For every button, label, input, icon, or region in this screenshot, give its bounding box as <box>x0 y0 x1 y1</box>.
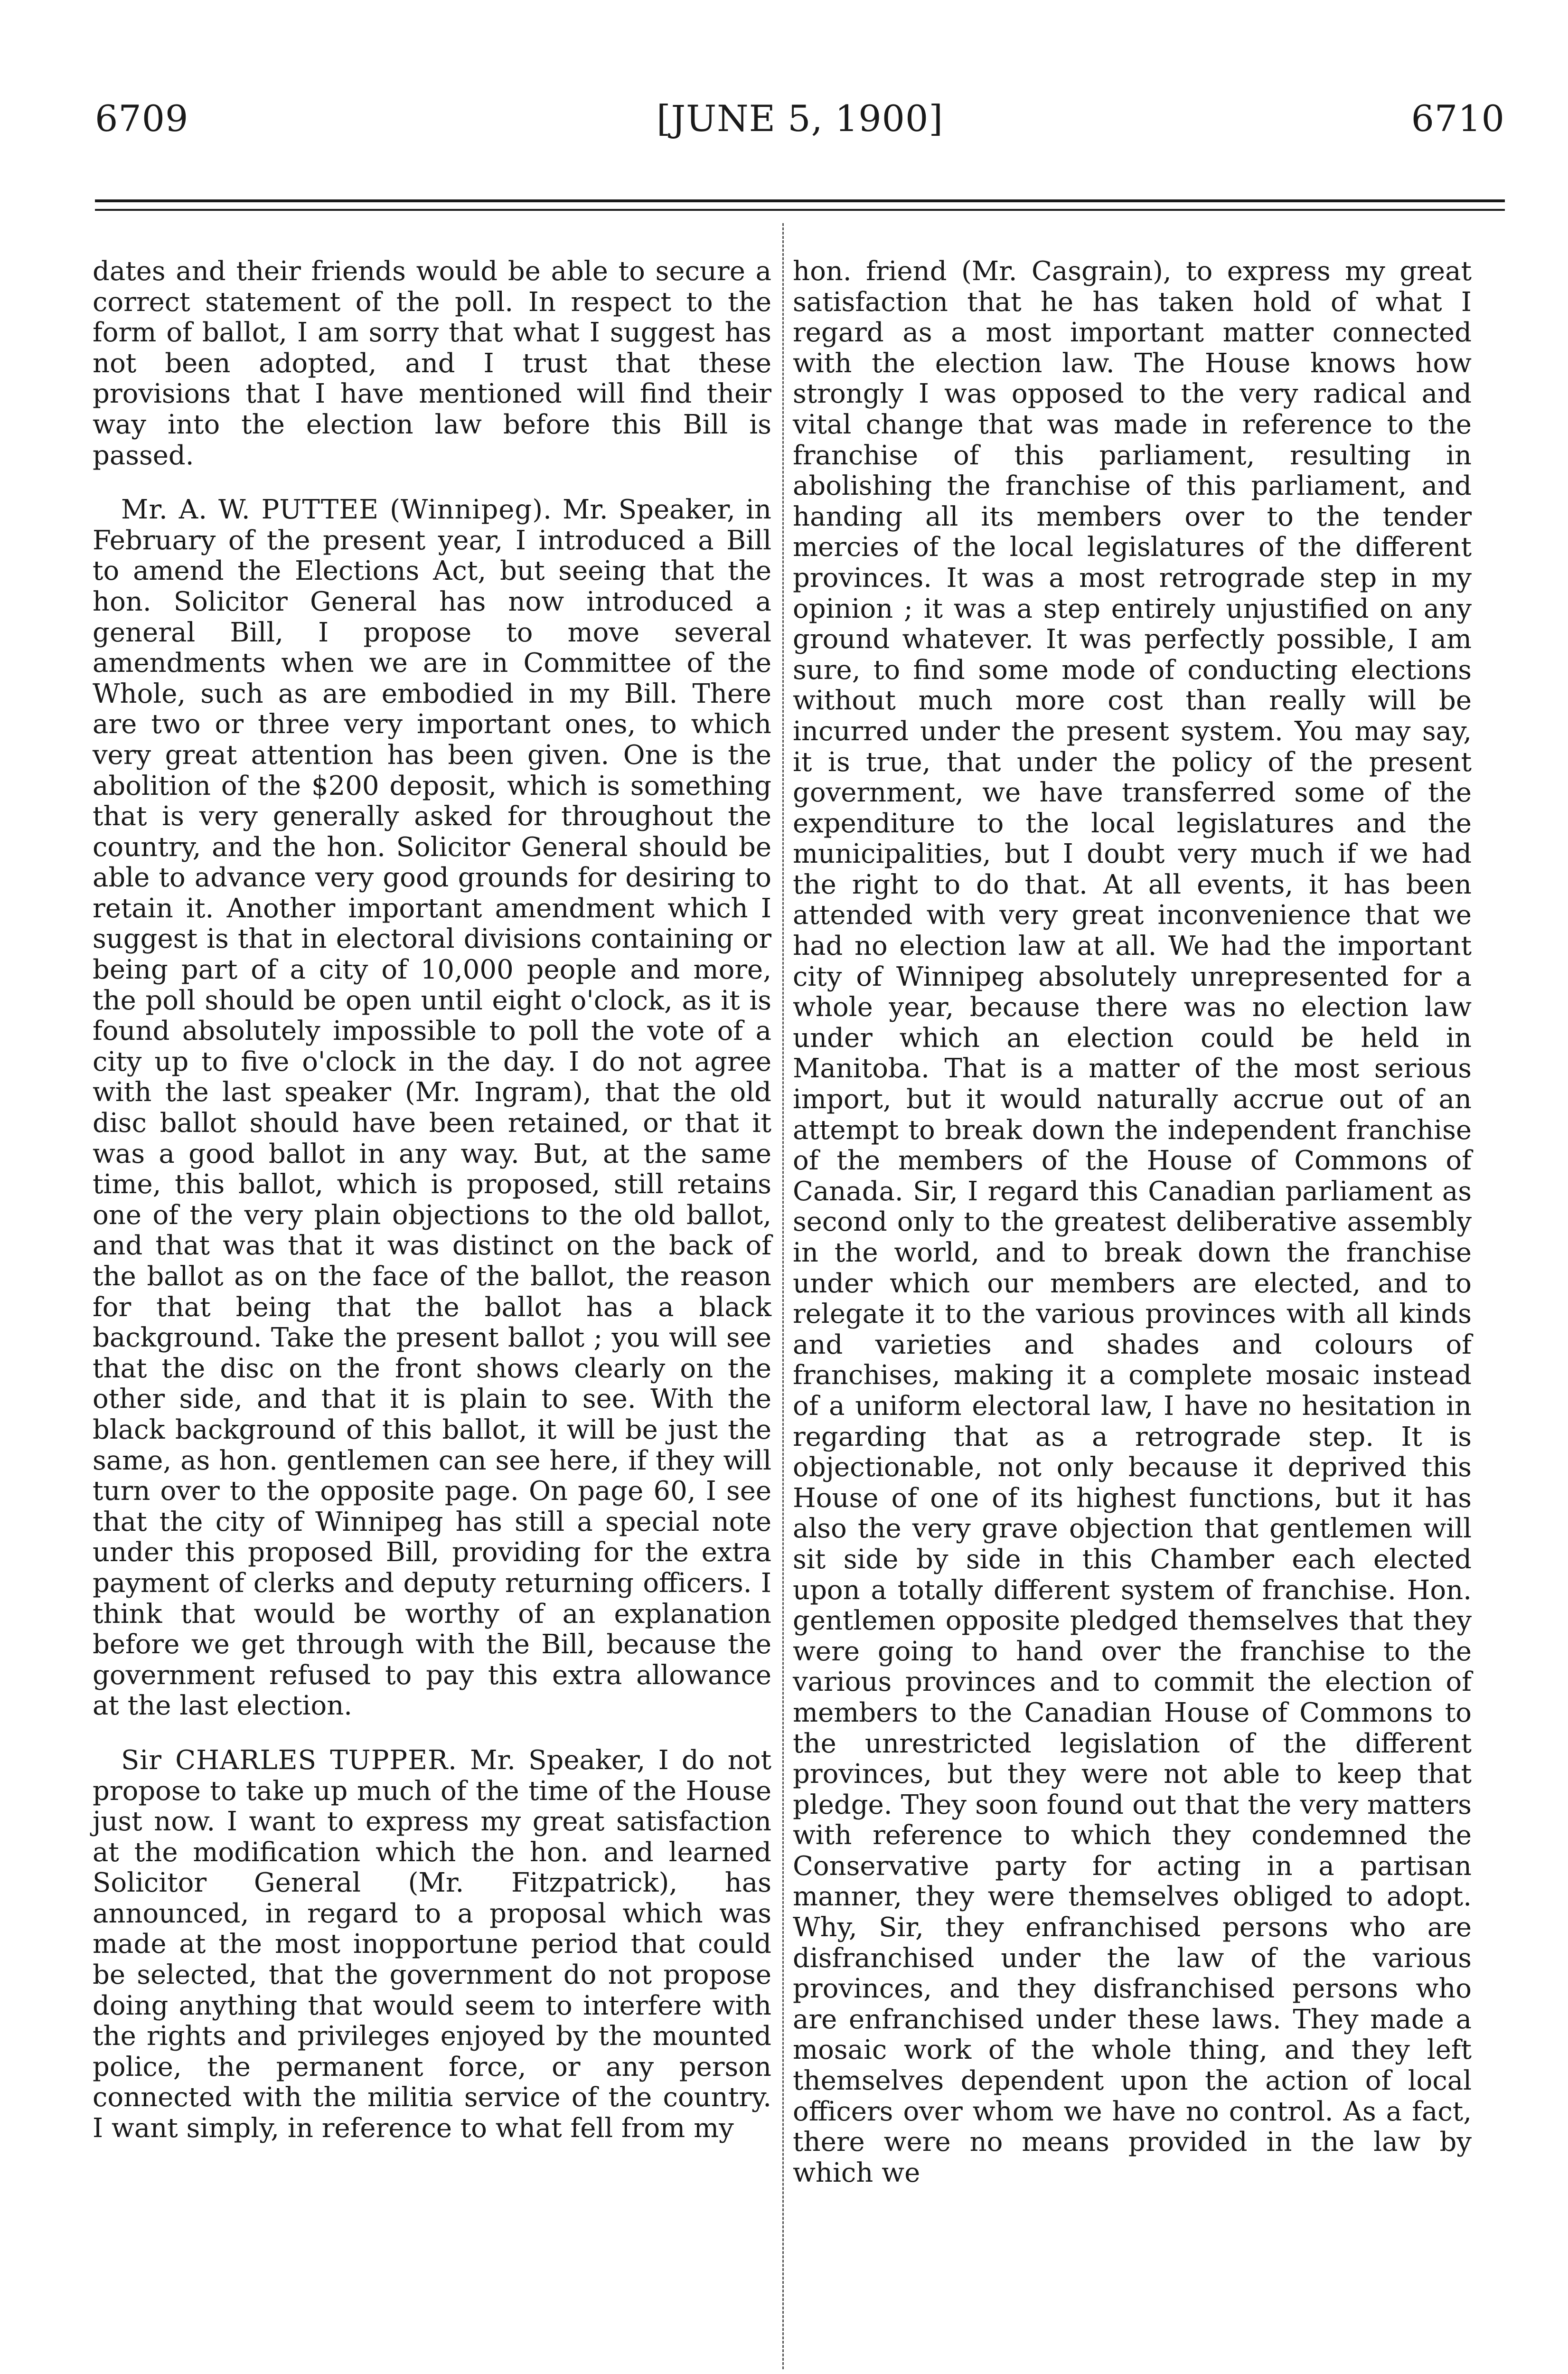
left-paragraph-2-text: Mr. Speaker, in February of the present year, I introduced a Bill to amend the Elections Act, but seeing that the hon. Solicitor General has now introduced a general Bill, I propose to move several amendments when we are in Committee of the Whole, such as are embodied in my Bill. There are two or three very important ones, to which very great attention has been given. One is the abolition of the $200 deposit, which is something that is very generally asked for throughout the country, and the hon. Solicitor General should be able to advance very good grounds for desiring to retain it. Another important amendment which I suggest is that in electoral divisions containing or being part of a city of 10,000 people and more, the poll should be open until eight o'clock, as it is found absolutely impossible to poll the vote of a city up to five o'clock in the day. I do not agree with the last speaker (Mr. Ingram), that the old disc ballot should have been retained, or that it was a good ballot in any way. But, at the same time, this ballot, which is proposed, still retains one of the very plain objections to the old ballot, and that was that it was distinct on the back of the ballot as on the face of the ballot, the reason for that being that the ballot has a black background. Take the present ballot ; you will see that the disc on the front shows clearly on the other side, and that it is plain to see. With the black background of this ballot, it will be just the same, as hon. gentlemen can see here, if they will turn over to the opposite page. On page 60, I see that the city of Winnipeg has still a special note under this proposed Bill, providing for the extra payment of clerks and deputy returning officers. I think that would be worthy of an explanation before we get through with the Bill, because the government refused to pay this extra allowance at the last election. <box>93 494 771 1722</box>
page-number-left: 6709 <box>95 97 189 140</box>
left-paragraph-1: dates and their friends would be able to secure a correct statement of the poll. In respect to the form of ballot, I am sorry that what I suggest has not been adopted, and I trust that these provisions that I have mentioned will find their way into the election law before this Bill is passed. <box>93 256 771 471</box>
page-date: [JUNE 5, 1900] <box>656 97 944 140</box>
speaker-name-tupper: Sir CHARLES TUPPER. <box>121 1744 457 1776</box>
page-header <box>95 95 1505 166</box>
page-number-right: 6710 <box>1411 97 1505 140</box>
header-rule-top <box>95 199 1505 202</box>
left-paragraph-3-text: Mr. Speaker, I do not propose to take up much of the time of the House just now. I want to express my great satisfaction at the modification which the hon. and learned Solicitor General (Mr. Fitzpatrick), has announced, in regard to a proposal which was made at the most inopportune period that could be selected, that the government do not propose doing anything that would seem to interfere with the rights and privileges enjoyed by the mounted police, the permanent force, or any person connected with the militia service of the country. I want simply, in reference to what fell from my <box>93 1744 771 2144</box>
header-rule-bottom <box>95 209 1505 211</box>
left-paragraph-2 <box>93 495 771 1722</box>
column-divider <box>782 223 784 2369</box>
speaker-name-puttee: Mr. A. W. PUTTEE (Winnipeg). <box>121 494 552 526</box>
left-paragraph-3 <box>93 1745 771 2144</box>
right-column <box>793 256 1472 2188</box>
left-column <box>93 256 771 2144</box>
right-paragraph-1: hon. friend (Mr. Casgrain), to express my great satisfaction that he has taken hold of what I regard as a most important matter connected with the election law. The House knows how strongly I was opposed to the very radical and vital change that was made in reference to the franchise of this parliament, resulting in abolishing the franchise of this parliament, and handing all its members over to the tender mercies of the local legislatures of the different provinces. It was a most retrograde step in my opinion ; it was a step entirely unjustified on any ground whatever. It was perfectly possible, I am sure, to find some mode of conducting elections without much more cost than really will be incurred under the present system. You may say, it is true, that under the policy of the present government, we have transferred some of the expenditure to the local legislatures and the municipalities, but I doubt very much if we had the right to do that. At all events, it has been attended with very great inconvenience that we had no election law at all. We had the important city of Winnipeg absolutely unrepresented for a whole year, because there was no election law under which an election could be held in Manitoba. That is a matter of the most serious import, but it would naturally accrue out of an attempt to break down the independent franchise of the members of the House of Commons of Canada. Sir, I regard this Canadian parliament as second only to the greatest deliberative assembly in the world, and to break down the franchise under which our members are elected, and to relegate it to the various provinces with all kinds and varieties and shades and colours of franchises, making it a complete mosaic instead of a uniform electoral law, I have no hesitation in regarding that as a retrograde step. It is objectionable, not only because it deprived this House of one of its highest functions, but it has also the very grave objection that gentlemen will sit side by side in this Chamber each elected upon a totally different system of franchise. Hon. gentlemen opposite pledged themselves that they were going to hand over the franchise to the various provinces and to commit the election of members to the Canadian House of Commons to the unrestricted legislation of the different provinces, but they were not able to keep that pledge. They soon found out that the very matters with reference to which they condemned the Conservative party for acting in a partisan manner, they were themselves obliged to adopt. Why, Sir, they enfranchised persons who are disfranchised under the law of the various provinces, and they disfranchised persons who are enfranchised under these laws. They made a mosaic work of the whole thing, and they left themselves dependent upon the action of local officers over whom we have no control. As a fact, there were no means provided in the law by which we <box>793 256 1472 2188</box>
